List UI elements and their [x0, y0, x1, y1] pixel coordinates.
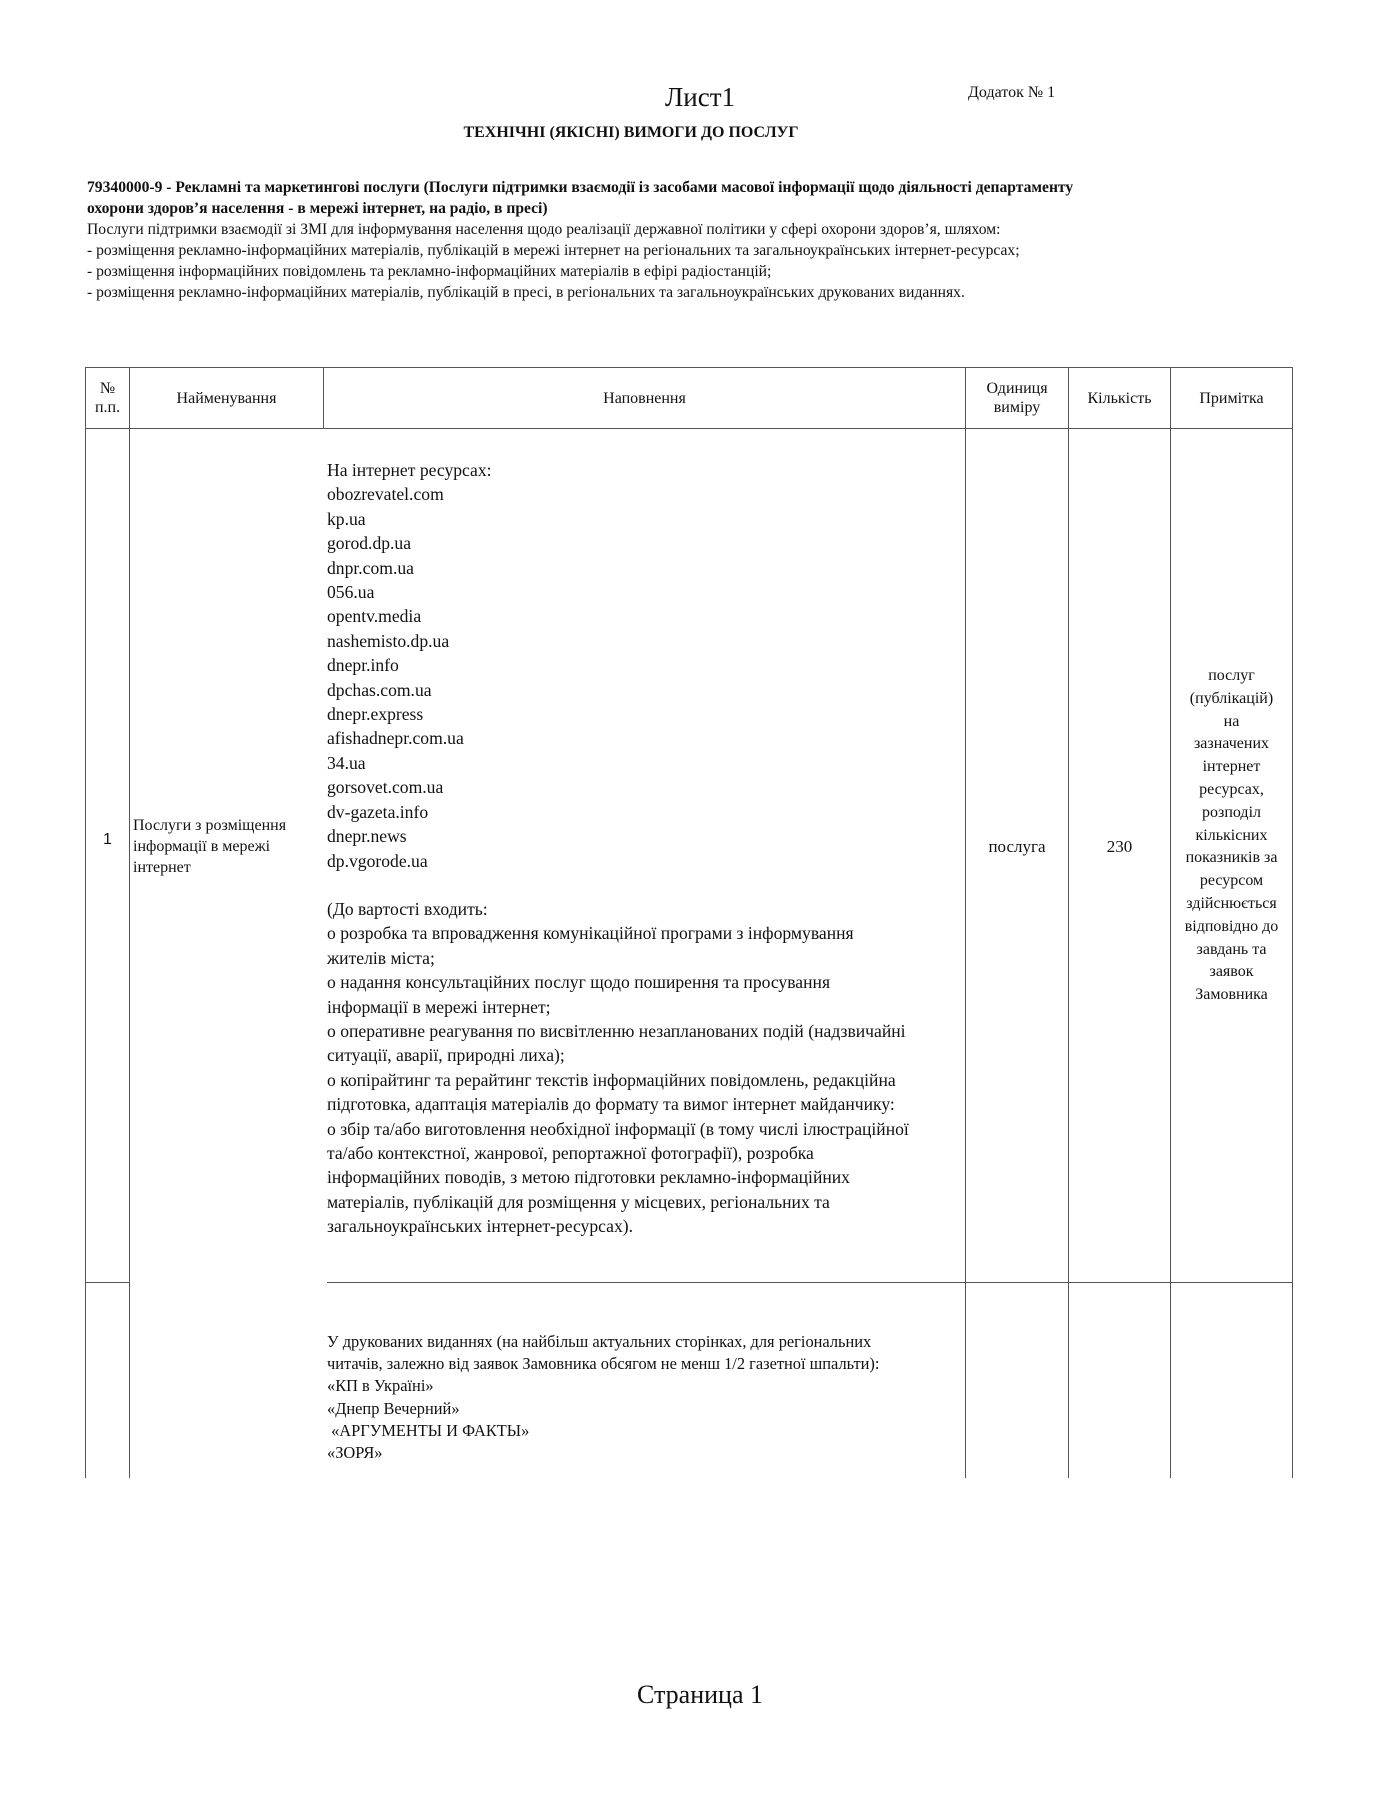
note-line: (публікацій) — [1189, 689, 1274, 707]
note-line: здійснюється — [1186, 894, 1277, 912]
sheet-title: Лист1 — [664, 82, 736, 112]
unit-of-measure: послуга — [988, 837, 1046, 856]
intro-bullet: - розміщення інформаційних повідомлень та рекламно-інформаційних матеріалів в ефірі радіостанцій; — [87, 263, 772, 280]
resource-item: dp.vgorode.ua — [327, 850, 428, 871]
resource-item: obozrevatel.com — [327, 484, 444, 505]
page-title: ТЕХНІЧНІ (ЯКІСНІ) ВИМОГИ ДО ПОСЛУГ — [463, 124, 799, 141]
page-footer: Страница 1 — [636, 1680, 763, 1709]
note-line: ресурсом — [1199, 872, 1264, 890]
column-divider — [129, 367, 130, 1478]
row-number: 1 — [103, 831, 112, 848]
included-service-line: інформаційних поводів, з метою підготовки рекламно-інформаційних — [327, 1167, 850, 1188]
header-name: Найменування — [176, 389, 277, 407]
service-content — [327, 458, 963, 1239]
intro-bullet: - розміщення рекламно-інформаційних матеріалів, публікацій в мережі інтернет на регіональних та загальноукраїнських інтернет-ресурсах; — [87, 242, 1020, 259]
print-media-line: читачів, залежно від заявок Замовника обсягом не менш 1/2 газетної шпальти): — [327, 1354, 880, 1374]
print-media-line: «Днепр Вечерний» — [327, 1398, 460, 1418]
included-service-line: матеріалів, публікацій для розміщення у місцевих, регіональних та — [327, 1191, 830, 1212]
included-service-line: о розробка та впровадження комунікаційної програми з інформування — [327, 923, 854, 944]
header-unit-line: Одиниця — [986, 380, 1048, 397]
included-service-line: підготовка, адаптація матеріалів до формату та вимог інтернет майданчику: — [327, 1094, 895, 1115]
included-service-line: о копірайтинг та рерайтинг текстів інформаційних повідомлень, редакційна — [327, 1069, 896, 1090]
note-line: Замовника — [1195, 986, 1268, 1004]
note-line: інтернет — [1202, 758, 1261, 776]
resource-list — [327, 482, 963, 873]
resource-item: 056.ua — [327, 582, 375, 603]
note-line: розподіл — [1202, 803, 1261, 821]
header-unit — [966, 368, 1068, 428]
header-quantity: Кількість — [1087, 389, 1152, 407]
print-media-line: «АРГУМЕНТЫ И ФАКТЫ» — [327, 1420, 530, 1440]
header-unit-line: виміру — [993, 399, 1041, 416]
header-note: Примітка — [1199, 389, 1264, 407]
header-number-abbr: п.п. — [94, 399, 121, 416]
included-service-line: о збір та/або виготовлення необхідної інформації (в тому числі ілюстраційної — [327, 1118, 909, 1139]
column-divider — [1068, 367, 1069, 1478]
included-services — [327, 897, 963, 1239]
appendix-label: Додаток № 1 — [968, 84, 1056, 101]
resource-item: dnepr.express — [327, 704, 424, 725]
header-content: Наповнення — [603, 389, 686, 407]
resource-item: dnpr.com.ua — [327, 557, 414, 578]
resource-item: dpchas.com.ua — [327, 679, 432, 700]
note — [1171, 665, 1292, 1007]
resource-item: nashemisto.dp.ua — [327, 630, 450, 651]
row-divider — [85, 1282, 129, 1283]
resource-item: 34.ua — [327, 752, 366, 773]
note-line: показників за — [1185, 849, 1278, 867]
resource-item: opentv.media — [327, 606, 422, 627]
included-service-line: та/або контекстної, жанрової, репортажної фотографії), розробка — [327, 1142, 814, 1163]
table-border-left — [85, 367, 86, 1478]
included-service-line: загальноукраїнських інтернет-ресурсах). — [327, 1216, 634, 1237]
intro-bullet: - розміщення рекламно-інформаційних матеріалів, публікацій в пресі, в регіональних та загальноукраїнських друкованих виданнях. — [87, 284, 965, 301]
intro-heading-line: 79340000-9 - Рекламні та маркетингові послуги (Послуги підтримки взаємодії із засобами масової інформації щодо діяльності департаменту — [87, 179, 1074, 196]
note-line: зазначених — [1193, 735, 1270, 753]
resource-item: gorod.dp.ua — [327, 533, 412, 554]
note-line: заявок — [1209, 963, 1254, 981]
note-line: послуг — [1208, 667, 1255, 684]
quantity: 230 — [1106, 837, 1133, 856]
included-service-line: (До вартості входить: — [327, 898, 488, 919]
intro-line: Послуги підтримки взаємодії зі ЗМІ для інформування населення щодо реалізації державної політики у сфері охорони здоров’я, шляхом: — [87, 221, 1001, 238]
service-name-line: інформації в мережі — [133, 838, 271, 855]
included-service-line: жителів міста; — [327, 947, 435, 968]
note-line: ресурсах, — [1199, 780, 1264, 798]
note-line: завдань та — [1196, 940, 1267, 958]
note-line: відповідно до — [1184, 917, 1279, 935]
header-number-symbol: № — [99, 380, 116, 397]
intro-heading-line: охорони здоров’я населення - в мережі інтернет, на радіо, в пресі) — [87, 200, 548, 217]
resource-item: kp.ua — [327, 508, 366, 529]
resources-heading: На інтернет ресурсах: — [327, 460, 492, 480]
note-line: кількісних — [1195, 826, 1268, 844]
service-name — [133, 815, 323, 878]
resource-item: afishadnepr.com.ua — [327, 728, 464, 749]
print-media-line: «ЗОРЯ» — [327, 1443, 383, 1463]
header-number — [86, 368, 129, 428]
resource-item: dv-gazeta.info — [327, 801, 429, 822]
resource-item: dnepr.info — [327, 655, 399, 676]
included-service-line: ситуації, аварії, природні лиха); — [327, 1045, 565, 1066]
print-media-content — [327, 1331, 963, 1464]
print-media-line: У друкованих виданнях (на найбільш актуальних сторінках, для регіональних — [327, 1332, 872, 1351]
row-divider — [327, 1282, 1293, 1283]
included-service-line: інформації в мережі інтернет; — [327, 996, 551, 1017]
header-divider — [85, 428, 1293, 429]
resource-item: gorsovet.com.ua — [327, 777, 444, 798]
service-name-line: Послуги з розміщення — [133, 817, 287, 834]
note-line: на — [1223, 712, 1240, 730]
included-service-line: о оперативне реагування по висвітленню незапланованих подій (надзвичайні — [327, 1020, 906, 1041]
service-name-line: інтернет — [133, 859, 191, 876]
table-border-right — [1292, 367, 1293, 1478]
resource-item: dnepr.news — [327, 826, 407, 847]
column-divider — [965, 367, 966, 1478]
intro-section — [87, 177, 1307, 303]
included-service-line: о надання консультаційних послуг щодо поширення та просування — [327, 972, 831, 993]
print-media-line: «КП в Україні» — [327, 1376, 434, 1396]
